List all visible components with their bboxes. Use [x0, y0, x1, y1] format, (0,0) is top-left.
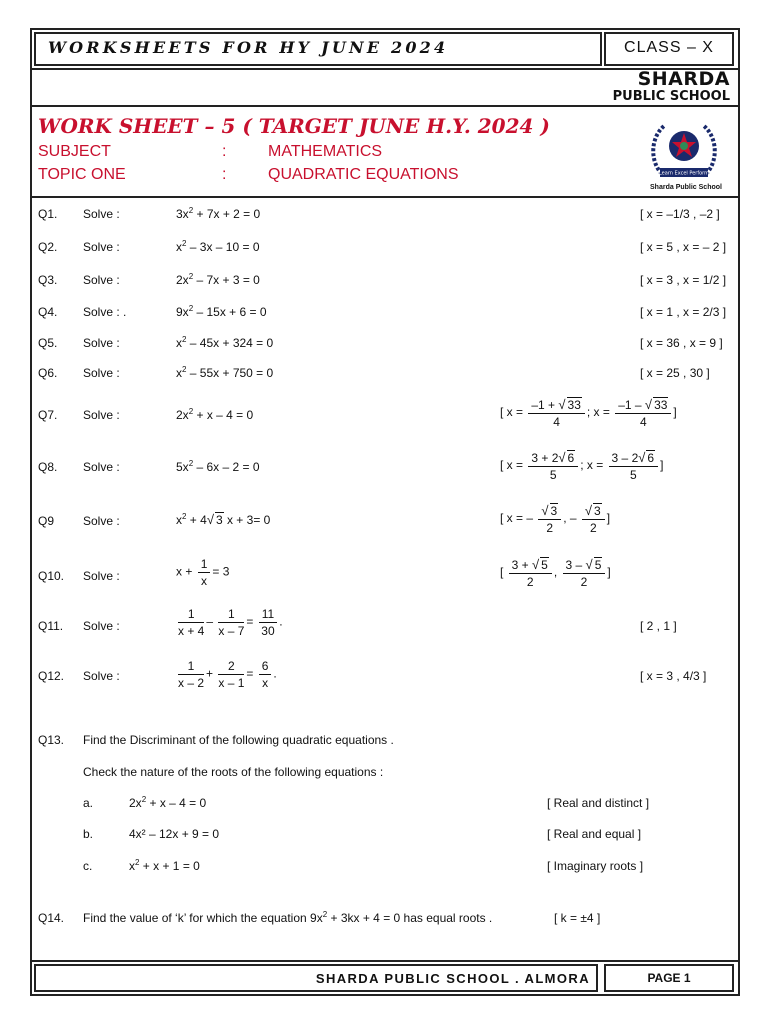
- q2-number: Q2.: [38, 240, 58, 254]
- worksheet-title: WORK SHEET – 5 ( TARGET JUNE H.Y. 2024 ): [38, 114, 550, 138]
- q11-answer: [ 2 , 1 ]: [640, 619, 677, 633]
- q13a-label: a.: [83, 796, 94, 810]
- q4-verb: Solve : .: [83, 305, 127, 319]
- q7-equation: $2x^2 + x - 4 = 0$: [176, 407, 254, 422]
- q11-equation: $\frac{1}{x + 4}$ – $\frac{1}{x - 7}$ = $\frac{11}{30}$ .: [178, 607, 283, 638]
- logo-motto: Learn Excel Perform: [658, 170, 710, 177]
- topic-divider: [30, 196, 740, 198]
- q10-equation: x + $\frac{1}{x}$ = 3: [176, 557, 230, 588]
- q5-verb: Solve :: [83, 336, 120, 350]
- q4-answer: [ x = 1 , x = 2/3 ]: [640, 305, 727, 319]
- q13-line2: Check the nature of the roots of the following equations :: [83, 765, 384, 779]
- q6-number: Q6.: [38, 366, 58, 380]
- q6-equation: $x^2 - 55x + 750 = 0$: [176, 365, 274, 380]
- subject-label: SUBJECT: [38, 143, 111, 160]
- q1-answer: [ x = –1/3 , –2 ]: [640, 207, 720, 221]
- q2-verb: Solve :: [83, 240, 120, 254]
- q14-number: Q14.: [38, 911, 65, 925]
- footer-school-box: [34, 964, 598, 992]
- q2-answer: [ x = 5 , x = – 2 ]: [640, 240, 727, 254]
- q7-number: Q7.: [38, 408, 58, 422]
- q1-equation: $3x^2 + 7x + 2 = 0$: [176, 206, 261, 221]
- topic-value: QUADRATIC EQUATIONS: [268, 166, 459, 183]
- q9-equation: $x^2 + 4√$ 3 x + 3= 0: [176, 512, 271, 527]
- q7-verb: Solve :: [83, 408, 120, 422]
- q5-equation: $x^2 - 45x + 324 = 0$: [176, 335, 274, 350]
- school-name-line2: PUBLIC SCHOOL: [612, 89, 730, 104]
- logo-caption: Sharda Public School: [650, 184, 722, 191]
- q1-number: Q1.: [38, 207, 58, 221]
- q3-number: Q3.: [38, 273, 58, 287]
- q13c-equation: $x^2 + x + 1 = 0$: [129, 858, 200, 873]
- q11-number: Q11.: [38, 619, 64, 633]
- school-name-block: [613, 70, 730, 103]
- q13c-answer: [ Imaginary roots ]: [547, 859, 644, 873]
- q3-answer: [ x = 3 , x = 1/2 ]: [640, 273, 727, 287]
- q2-equation: $x^2 - 3x - 10 = 0$: [176, 239, 260, 254]
- q14-answer: [ k = ±4 ]: [554, 911, 601, 925]
- q8-answer: [ x = $\frac{3 + 2√ 6}{5}$ ; x = $\frac{3 - 2√ 6}{5}$ ]: [500, 450, 664, 482]
- q3-equation: $2x^2 - 7x + 3 = 0$: [176, 272, 260, 287]
- subject-value: MATHEMATICS: [268, 143, 383, 160]
- q6-answer: [ x = 25 , 30 ]: [640, 366, 710, 380]
- q10-verb: Solve :: [83, 569, 120, 583]
- q5-answer: [ x = 36 , x = 9 ]: [640, 336, 723, 350]
- q12-verb: Solve :: [83, 669, 120, 683]
- q12-number: Q12.: [38, 669, 65, 683]
- class-label: CLASS – X: [624, 39, 714, 56]
- q13a-equation: $2x^2 + x - 4 = 0$: [129, 795, 207, 810]
- header-title-box: [34, 32, 602, 66]
- q4-equation: $9x^2 - 15x + 6 = 0$: [176, 304, 267, 319]
- topic-colon: :: [222, 166, 227, 183]
- school-name-line1: SHARDA: [637, 68, 730, 90]
- footer-page-box: [604, 964, 734, 992]
- subject-colon: :: [222, 143, 227, 160]
- q1-verb: Solve :: [83, 207, 120, 221]
- q11-verb: Solve :: [83, 619, 120, 633]
- q13b-label: b.: [83, 827, 94, 841]
- q3-verb: Solve :: [83, 273, 120, 287]
- school-divider: [30, 105, 740, 107]
- q13-number: Q13.: [38, 733, 65, 747]
- header-class-box: [604, 32, 734, 66]
- footer-school-name: SHARDA PUBLIC SCHOOL . ALMORA: [315, 971, 590, 986]
- q13a-answer: [ Real and distinct ]: [547, 796, 650, 810]
- q8-verb: Solve :: [83, 460, 120, 474]
- q12-answer: [ x = 3 , 4/3 ]: [640, 669, 707, 683]
- q13b-answer: [ Real and equal ]: [547, 827, 642, 841]
- q13b-equation: 4x² – 12x + 9 = 0: [129, 827, 220, 841]
- q6-verb: Solve :: [83, 366, 120, 380]
- q8-equation: $5x^2 - 6x - 2 = 0$: [176, 459, 260, 474]
- footer-divider: [30, 960, 740, 962]
- q10-number: Q10.: [38, 569, 65, 583]
- q9-number: Q9: [38, 514, 55, 528]
- q7-answer: [ x = $\frac{-1 + √ 33}{4}$ ; x = $\frac{-1 - √ 33}{4}$ ]: [500, 397, 677, 429]
- q8-number: Q8.: [38, 460, 58, 474]
- q10-answer: [ $\frac{3 + √ 5}{2}$ , $\frac{3 - √ 5}{2}$ ]: [500, 557, 611, 589]
- q13-line1: Find the Discriminant of the following quadratic equations .: [83, 733, 394, 747]
- q9-verb: Solve :: [83, 514, 120, 528]
- q4-number: Q4.: [38, 305, 58, 319]
- q5-number: Q5.: [38, 336, 58, 350]
- q14-text: Find the value of ‘k’ for which the equation $9x^2 + 3kx + 4 = 0$ has equal roots .: [83, 910, 493, 925]
- q12-equation: $\frac{1}{x - 2}$ + $\frac{2}{x - 1}$ = $\frac{6}{x}$ .: [178, 659, 277, 690]
- worksheets-title: WORKSHEETS FOR HY JUNE 2024: [48, 38, 449, 57]
- topic-label: TOPIC ONE: [38, 166, 126, 183]
- q9-answer: [ x = – $\frac{√ 3}{2}$ , – $\frac{√ 3}{2}$ ]: [500, 503, 611, 535]
- q13c-label: c.: [83, 859, 93, 873]
- page-number: PAGE 1: [647, 971, 691, 985]
